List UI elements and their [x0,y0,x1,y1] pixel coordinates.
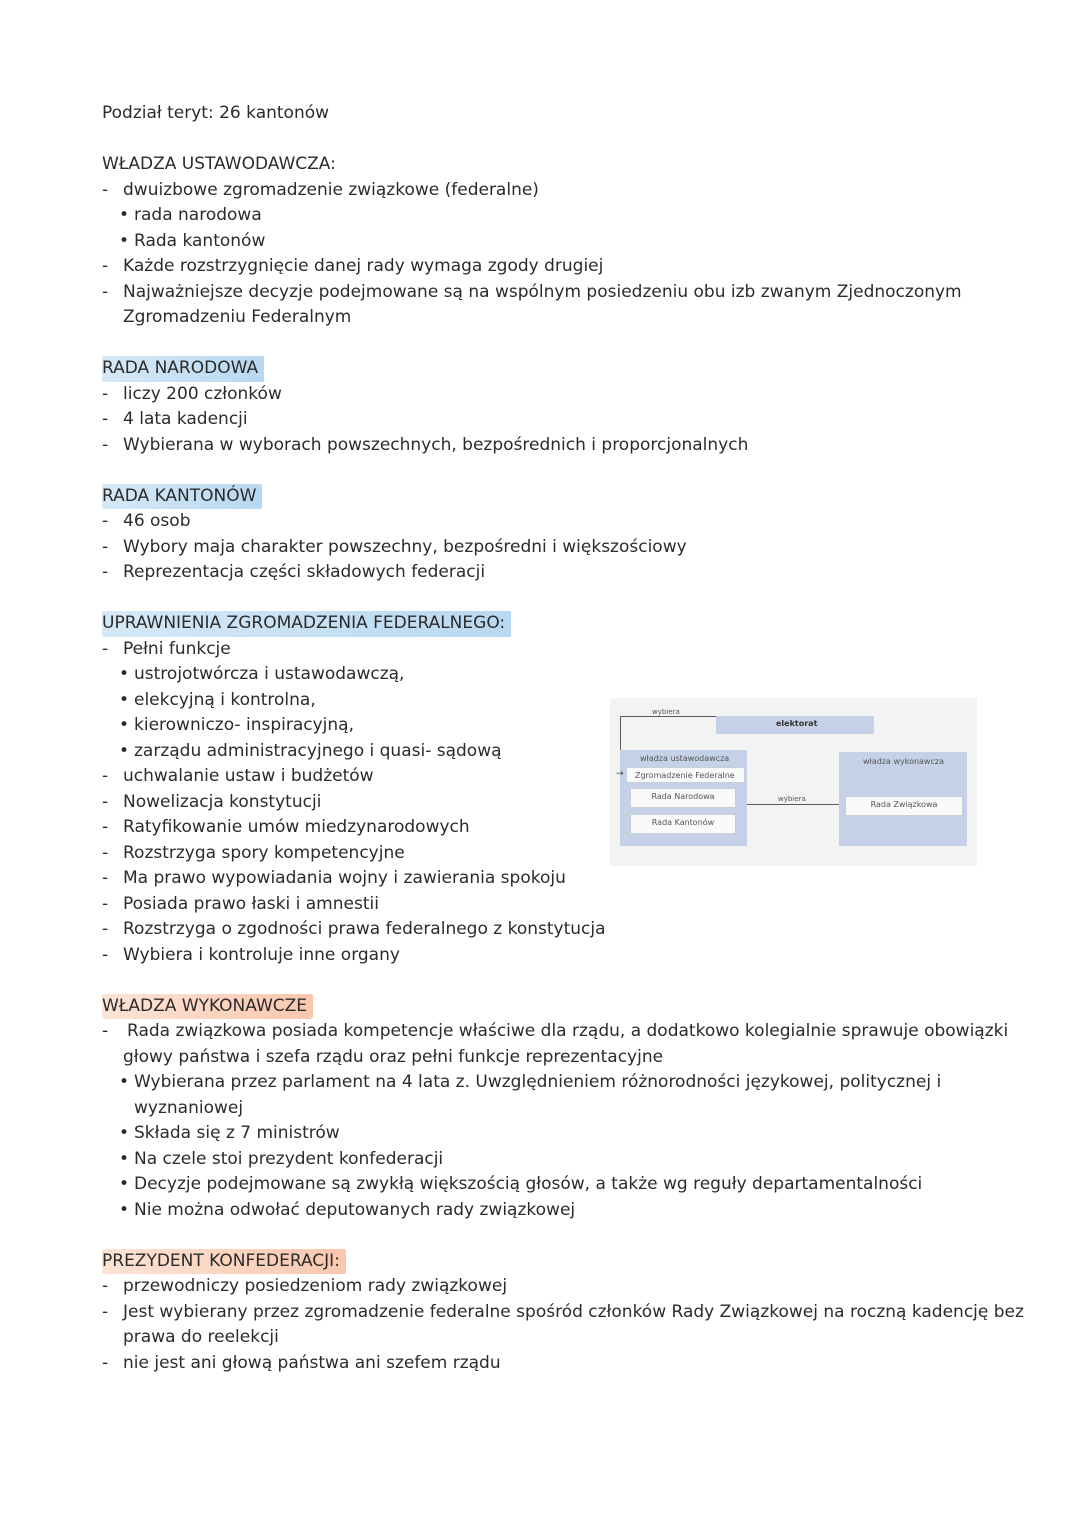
bullet-item: • Nie można odwołać deputowanych rady związkowej [119,1199,576,1220]
list-item: - Rozstrzyga o zgodności prawa federalnego z konstytucja [102,919,606,939]
label-wladza-ustawodawcza: władza ustawodawcza [640,754,730,763]
list-item: - liczy 200 członków [102,383,282,404]
list-item: - nie jest ani głową państwa ani szefem rządu [102,1352,501,1373]
label-rada-narodowa: Rada Narodowa [651,792,715,801]
list-item: - dwuizbowe zgromadzenie związkowe (federalne) [102,179,539,200]
bullet-item: • Na czele stoi prezydent konfederacji [119,1148,444,1169]
list-item: - Najważniejsze decyzje podejmowane są na wspólnym posiedzeniu obu izb zwanym Zjednoczonym [102,281,962,302]
bullet-item: • Składa się z 7 ministrów [119,1123,340,1143]
list-item-continuation: Zgromadzeniu Federalnym [123,307,352,327]
heading-uprawnienia: UPRAWNIENIA ZGROMADZENIA FEDERALNEGO: [102,611,511,637]
list-item: - Nowelizacja konstytucji [102,791,322,812]
list-item: - Posiada prawo łaski i amnestii [102,893,379,914]
heading-wladza-ustawodawcza: WŁADZA USTAWODAWCZA: [102,154,336,174]
bullet-item: • zarządu administracyjnego i quasi- sądową [119,740,502,761]
label-wladza-wykonawcza: władza wykonawcza [863,757,944,766]
government-structure-diagram [610,698,977,866]
heading-rada-narodowa: RADA NARODOWA [102,356,264,382]
list-item: - Każde rozstrzygnięcie danej rady wymaga zgody drugiej [102,256,604,276]
label-rada-kantonow: Rada Kantonów [651,818,715,827]
label-elektorat: elektorat [776,719,818,728]
bullet-item: • Rada kantonów [119,230,266,251]
list-item: - Rozstrzyga spory kompetencyjne [102,842,405,863]
list-item: - 4 lata kadencji [102,409,248,429]
label-rada-zwiazkowa: Rada Związkowa [870,800,938,809]
list-item: - Wybiera i kontroluje inne organy [102,944,400,965]
arrow-right-icon: → [616,769,624,779]
list-item: - Wybory maja charakter powszechny, bezpośredni i większościowy [102,536,687,557]
heading-rada-kantonow: RADA KANTONÓW [102,484,262,510]
bullet-item: • ustrojotwórcza i ustawodawczą, [119,664,405,684]
bullet-item: • rada narodowa [119,205,262,225]
list-item-continuation: prawa do reelekcji [123,1327,279,1347]
heading-prezydent: PREZYDENT KONFEDERACJI: [102,1249,346,1275]
zgromadzenie-federalne-box [626,767,745,783]
intro-text: Podział teryt: 26 kantonów [102,103,330,123]
rada-kantonow-box [630,814,736,834]
heading-wladza-wykonawcze: WŁADZA WYKONAWCZE [102,994,313,1020]
list-item: - Ratyfikowanie umów miedzynarodowych [102,817,470,837]
list-item: - 46 osob [102,511,191,531]
label-zgromadzenie: Zgromadzenie Federalne [635,771,735,780]
list-item: - Rada związkowa posiada kompetencje właściwe dla rządu, a dodatkowo kolegialnie sprawuje obowiązki [102,1021,1009,1041]
bullet-item: • elekcyjną i kontrolna, [119,689,316,710]
rada-narodowa-box [630,788,736,808]
list-item: - Pełni funkcje [102,638,231,659]
rada-zwiazkowa-box [845,796,963,816]
label-wybiera-mid: wybiera [778,795,806,803]
bullet-item: • Wybierana przez parlament na 4 lata z. Uwzględnieniem różnorodności językowej, politycznej i [119,1072,942,1092]
bullet-item: • kierowniczo- inspiracyjną, [119,715,354,735]
connector-line [620,716,716,717]
list-item: - przewodniczy posiedzeniom rady związkowej [102,1276,508,1296]
list-item: - Wybierana w wyborach powszechnych, bezpośrednich i proporcjonalnych [102,434,749,455]
bullet-item-continuation: wyznaniowej [134,1097,244,1118]
list-item: - uchwalanie ustaw i budżetów [102,766,374,786]
list-item: - Jest wybierany przez zgromadzenie federalne spośród członków Rady Związkowej na roczną kadencję bez [102,1301,1024,1322]
list-item: - Reprezentacja części składowych federacji [102,562,486,582]
connector-line [747,804,845,805]
list-item: - Ma prawo wypowiadania wojny i zawierania spokoju [102,868,566,888]
intro-line [102,101,992,127]
bullet-item: • Decyzje podejmowane są zwykłą większością głosów, a także wg reguły departamentalności [119,1174,923,1194]
label-wybiera-top: wybiera [652,708,680,716]
list-item-continuation: głowy państwa i szefa rządu oraz pełni funkcje reprezentacyjne [123,1046,664,1067]
